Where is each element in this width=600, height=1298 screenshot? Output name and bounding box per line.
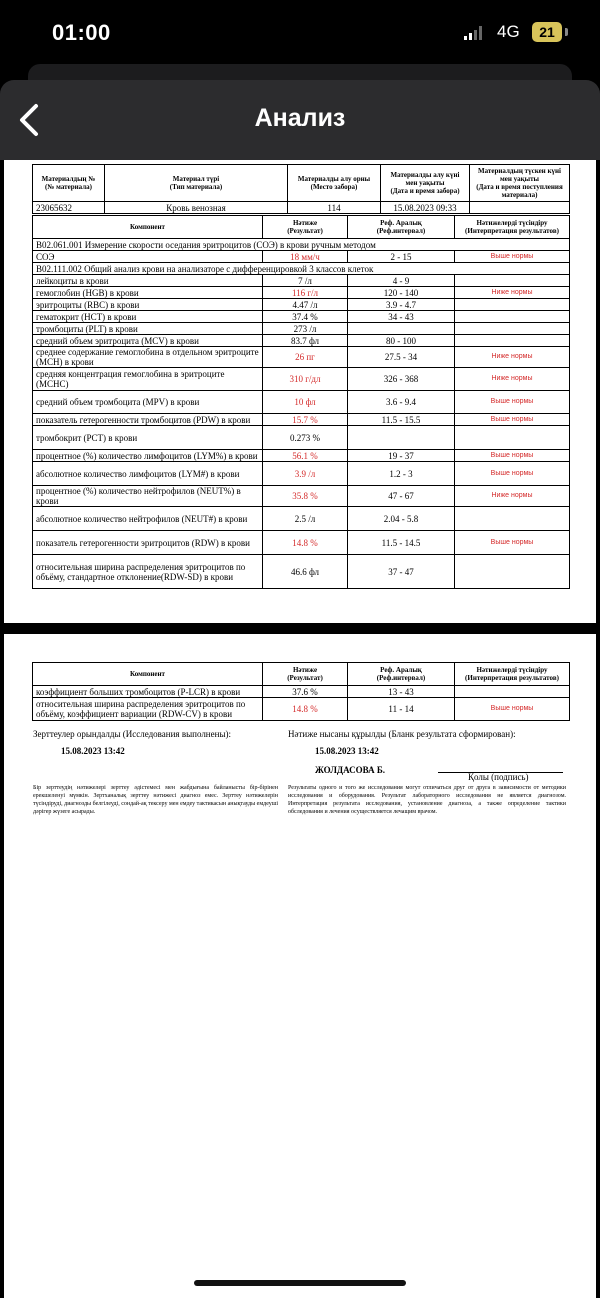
- table-row: [33, 275, 570, 287]
- component-name: коэффициент больших тромбоцитов (P-LCR) в крови: [33, 686, 263, 698]
- header-result: Нәтиже (Результат): [263, 663, 348, 686]
- interpretation: Ниже нормы: [455, 287, 570, 299]
- reference-range: 37 - 47: [348, 555, 455, 589]
- header-interpretation: Нәтижелерді түсіндіру (Интерпретация результатов): [455, 663, 570, 686]
- interpretation: [455, 686, 570, 698]
- component-name: процентное (%) количество лимфоцитов (LYM%) в крови: [33, 450, 263, 462]
- table-row: [33, 686, 570, 698]
- component-name: средняя концентрация гемоглобина в эритроците (MCHC): [33, 368, 263, 391]
- network-type: 4G: [497, 22, 520, 41]
- formed-date: 15.08.2023 13:42: [315, 746, 379, 756]
- header-collection-date: Материалды алу күні мен уақыты (Дата и время забора): [381, 165, 470, 202]
- document-page-1: [4, 160, 596, 623]
- table-row: [33, 347, 570, 368]
- header-material-number: Материалдың № (№ материала): [33, 165, 105, 202]
- component-name: лейкоциты в крови: [33, 275, 263, 287]
- battery-cap: [565, 28, 568, 36]
- result-value: 35.8 %: [263, 486, 348, 507]
- result-value: 4.47 /л: [263, 299, 348, 311]
- interpretation: [455, 507, 570, 531]
- result-value: 310 г/дл: [263, 368, 348, 391]
- result-value: 10 фл: [263, 391, 348, 414]
- component-name: средний объем эритроцита (MCV) в крови: [33, 335, 263, 347]
- table-row: [33, 555, 570, 589]
- signature-label: Қолы (подпись): [468, 772, 529, 782]
- interpretation: [455, 323, 570, 335]
- table-row: [33, 426, 570, 450]
- interpretation: Ниже нормы: [455, 486, 570, 507]
- formed-label: Нәтиже нысаны құрылды (Бланк результата сформирован):: [288, 729, 516, 739]
- reference-range: 120 - 140: [348, 287, 455, 299]
- section-row: [33, 263, 570, 275]
- material-type: Кровь венозная: [105, 202, 288, 214]
- result-value: 3.9 /л: [263, 462, 348, 486]
- reference-range: 11.5 - 14.5: [348, 531, 455, 555]
- table-row: [33, 335, 570, 347]
- reference-range: 27.5 - 34: [348, 347, 455, 368]
- result-value: 2.5 /л: [263, 507, 348, 531]
- interpretation: Выше нормы: [455, 698, 570, 721]
- table-row: [33, 299, 570, 311]
- status-time: 01:00: [52, 20, 111, 45]
- result-value: 116 г/л: [263, 287, 348, 299]
- header-collection-place: Материалды алу орны (Место забора): [288, 165, 381, 202]
- results-table: [32, 215, 570, 589]
- header-reference: Реф. Аралық (Реф.интервал): [348, 663, 455, 686]
- reference-range: 80 - 100: [348, 335, 455, 347]
- result-value: 14.8 %: [263, 698, 348, 721]
- table-row: [33, 486, 570, 507]
- result-value: 7 /л: [263, 275, 348, 287]
- section-title: B02.061.001 Измерение скорости оседания эритроцитов (СОЭ) в крови ручным методом: [33, 239, 570, 251]
- reference-range: [348, 426, 455, 450]
- collection-place: 114: [288, 202, 381, 214]
- interpretation: [455, 555, 570, 589]
- interpretation: [455, 311, 570, 323]
- component-name: гемоглобин (HGB) в крови: [33, 287, 263, 299]
- reference-range: 2.04 - 5.8: [348, 507, 455, 531]
- header-material-type: Материал түрі (Тип материала): [105, 165, 288, 202]
- table-row: [33, 531, 570, 555]
- interpretation: Выше нормы: [455, 531, 570, 555]
- table-row: [33, 323, 570, 335]
- component-name: относительная ширина распределения эритроцитов по объёму, коэффициент вариации (RDW-CV) в крови: [33, 698, 263, 721]
- doctor-name: ЖОЛДАСОВА Б.: [315, 765, 386, 775]
- completed-label: Зерттеулер орындалды (Исследования выполнены):: [33, 729, 231, 739]
- interpretation: Выше нормы: [455, 450, 570, 462]
- reference-range: 3.6 - 9.4: [348, 391, 455, 414]
- page-title: Анализ: [254, 104, 346, 132]
- nav-header: [0, 80, 600, 160]
- table-row: [33, 450, 570, 462]
- component-name: абсолютное количество лимфоцитов (LYM#) в крови: [33, 462, 263, 486]
- disclaimer-kz: Бір зерттеудің нәтижелері зерттеу әдістемесі мен жабдығына байланысты бір-бірінен ерекшеленуі мүмкін. Зертханалық зерттеу нәтижесі диагноз емес. Зерттеу нәтижелерін түсіндіруді, диагнозды белгілеуді, сондай-ақ тексеру мен емдеу тактикасын анықтауды емдеуші дәрігер жүзеге асырады.: [33, 785, 278, 815]
- interpretation: [455, 335, 570, 347]
- header-interpretation: Нәтижелерді түсіндіру (Интерпретация результатов): [455, 216, 570, 239]
- results-table-continued: [32, 662, 570, 721]
- reference-range: [348, 323, 455, 335]
- reference-range: 2 - 15: [348, 251, 455, 263]
- table-row: [33, 698, 570, 721]
- interpretation: [455, 299, 570, 311]
- table-row: [33, 391, 570, 414]
- interpretation: Ниже нормы: [455, 368, 570, 391]
- table-row: [33, 287, 570, 299]
- component-name: тромбоциты (PLT) в крови: [33, 323, 263, 335]
- header-result: Нәтиже (Результат): [263, 216, 348, 239]
- component-name: показатель гетерогенности эритроцитов (RDW) в крови: [33, 531, 263, 555]
- cellular-signal-icon: [464, 26, 486, 40]
- component-name: среднее содержание гемоглобина в отдельном эритроците (MCH) в крови: [33, 347, 263, 368]
- component-name: СОЭ: [33, 251, 263, 263]
- component-name: средний объем тромбоцита (MPV) в крови: [33, 391, 263, 414]
- header-component: Компонент: [33, 663, 263, 686]
- table-row: [33, 311, 570, 323]
- reference-range: 11 - 14: [348, 698, 455, 721]
- collection-date: 15.08.2023 09:33: [381, 202, 470, 214]
- interpretation: Выше нормы: [455, 251, 570, 263]
- interpretation: Выше нормы: [455, 462, 570, 486]
- result-value: 46.6 фл: [263, 555, 348, 589]
- table-row: [33, 507, 570, 531]
- reference-range: 34 - 43: [348, 311, 455, 323]
- battery-icon: 21: [532, 22, 562, 42]
- result-value: 26 пг: [263, 347, 348, 368]
- reference-range: 13 - 43: [348, 686, 455, 698]
- component-name: гематокрит (HCT) в крови: [33, 311, 263, 323]
- disclaimer-ru: Результаты одного и того же исследования могут отличаться друг от друга в зависимости от методики исследования и оборудования. Результат лабораторного исследования не является диагнозом. Интерпретация результата исследования, установление диагноза, а также определение тактики обследования и лечения осуществляется лечащим врачом.: [288, 785, 566, 815]
- result-value: 56.1 %: [263, 450, 348, 462]
- document-page-2: [4, 634, 596, 1298]
- interpretation: Выше нормы: [455, 414, 570, 426]
- reference-range: 11.5 - 15.5: [348, 414, 455, 426]
- reference-range: 47 - 67: [348, 486, 455, 507]
- component-name: процентное (%) количество нейтрофилов (NEUT%) в крови: [33, 486, 263, 507]
- header-reference: Реф. Аралық (Реф.интервал): [348, 216, 455, 239]
- completed-date: 15.08.2023 13:42: [61, 746, 125, 756]
- received-date: [470, 202, 570, 214]
- component-name: тромбокрит (PCT) в крови: [33, 426, 263, 450]
- result-value: 37.6 %: [263, 686, 348, 698]
- table-row: [33, 251, 570, 263]
- table-row: [33, 368, 570, 391]
- interpretation: Выше нормы: [455, 391, 570, 414]
- status-bar: [0, 0, 600, 66]
- home-indicator: [194, 1280, 406, 1286]
- material-number: 23065632: [33, 202, 105, 214]
- header-received-date: Материалдың түскен күні мен уақыты (Дата и время поступления материала): [470, 165, 570, 202]
- result-value: 273 /л: [263, 323, 348, 335]
- section-title: B02.111.002 Общий анализ крови на анализаторе с дифференцировкой 3 классов клеток: [33, 263, 570, 275]
- reference-range: 326 - 368: [348, 368, 455, 391]
- component-name: эритроциты (RBC) в крови: [33, 299, 263, 311]
- reference-range: 1.2 - 3: [348, 462, 455, 486]
- result-value: 14.8 %: [263, 531, 348, 555]
- result-value: 15.7 %: [263, 414, 348, 426]
- sample-info-table: [32, 164, 570, 214]
- result-value: 37.4 %: [263, 311, 348, 323]
- table-row: [33, 462, 570, 486]
- interpretation: [455, 426, 570, 450]
- reference-range: 3.9 - 4.7: [348, 299, 455, 311]
- component-name: показатель гетерогенности тромбоцитов (PDW) в крови: [33, 414, 263, 426]
- result-value: 18 мм/ч: [263, 251, 348, 263]
- reference-range: 4 - 9: [348, 275, 455, 287]
- table-row: [33, 414, 570, 426]
- result-value: 0.273 %: [263, 426, 348, 450]
- section-row: [33, 239, 570, 251]
- component-name: относительная ширина распределения эритроцитов по объёму, стандартное отклонение(RDW-SD) в крови: [33, 555, 263, 589]
- interpretation: [455, 275, 570, 287]
- reference-range: 19 - 37: [348, 450, 455, 462]
- component-name: абсолютное количество нейтрофилов (NEUT#) в крови: [33, 507, 263, 531]
- interpretation: Ниже нормы: [455, 347, 570, 368]
- result-value: 83.7 фл: [263, 335, 348, 347]
- header-component: Компонент: [33, 216, 263, 239]
